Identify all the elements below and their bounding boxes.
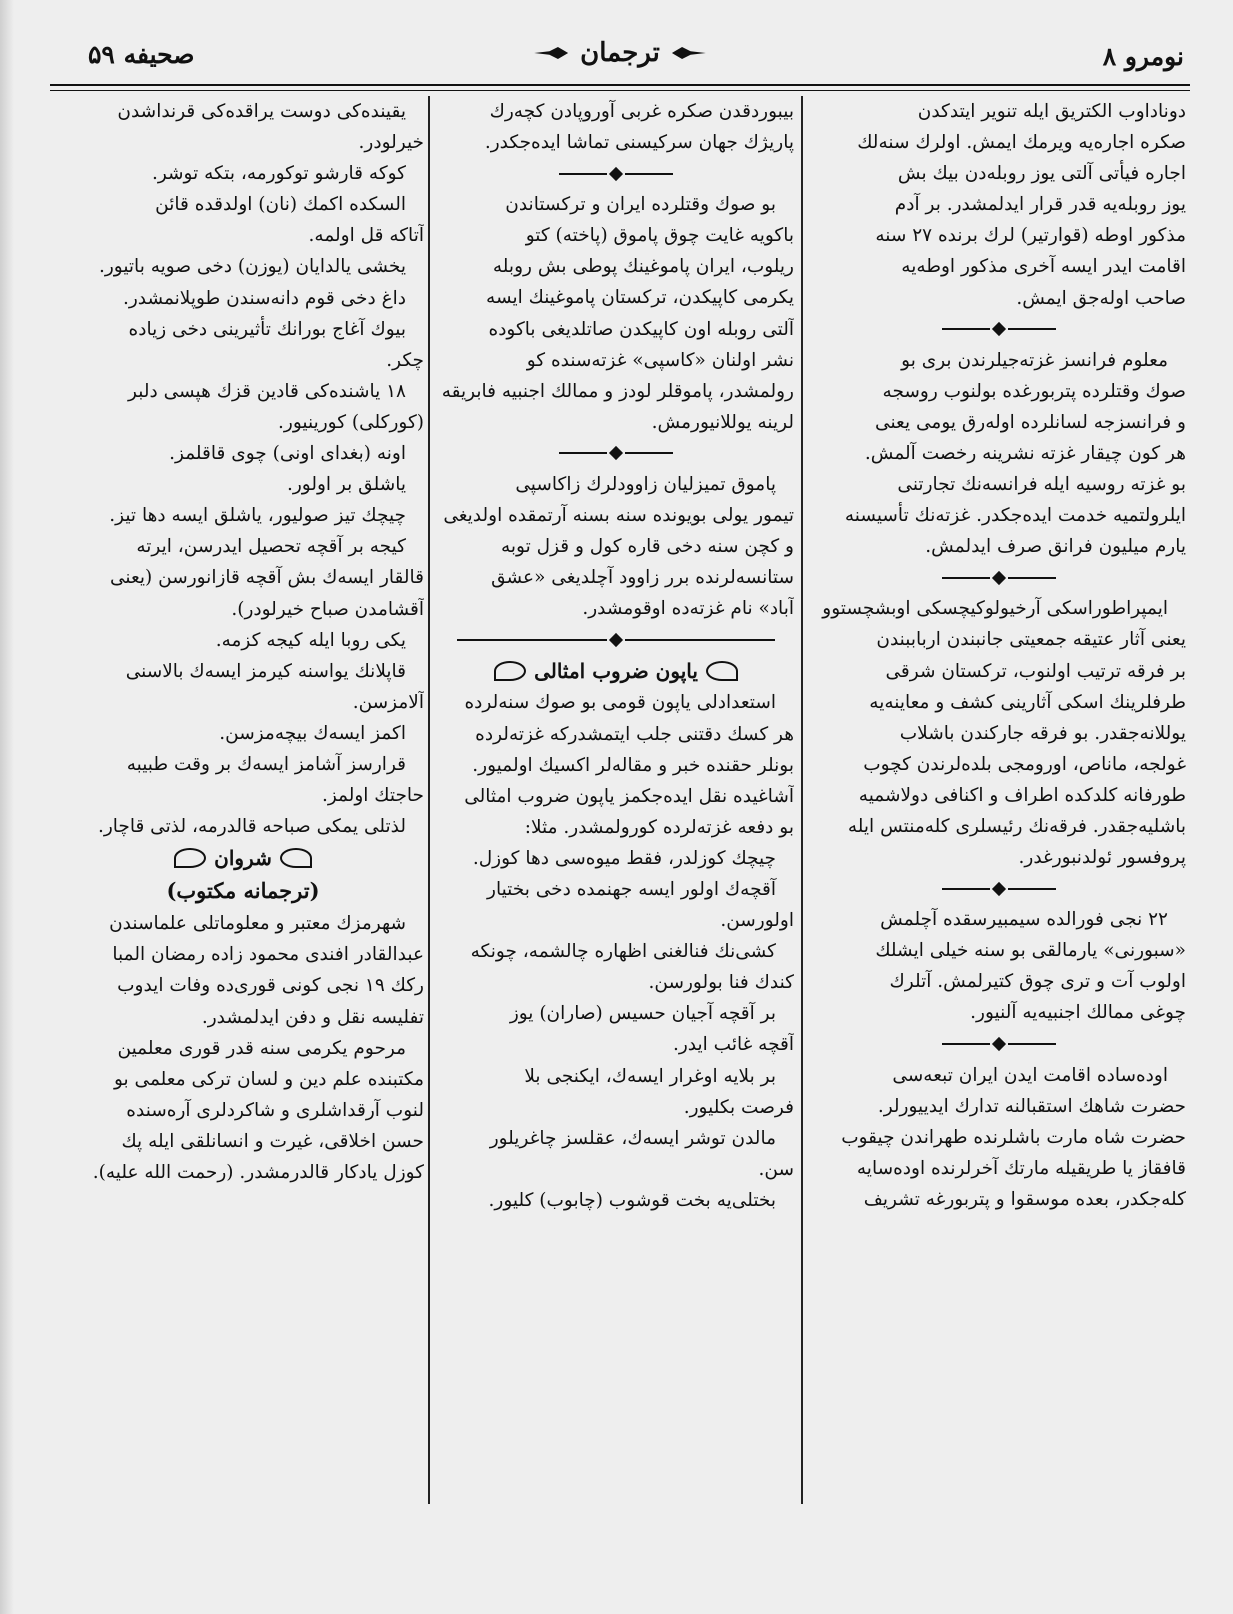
newspaper-title: ترجمان xyxy=(580,38,660,68)
text-line: ستانسه‌لرنده برر زاوود آچلدیغی «عشق xyxy=(491,567,794,589)
column-left xyxy=(62,96,424,1188)
text-line: طورفانه کلدکده اطراف و اکنافی دولاشمیه xyxy=(858,784,1186,806)
text-line: بر آقچه آجیان حسیس (صاران) یوز xyxy=(509,1003,776,1025)
flourish-left-icon xyxy=(174,848,206,868)
text-line: آقچه غائب ایدر. xyxy=(672,1034,794,1056)
text-line: کوزل یادکار قالدرمشدر. (رحمت الله علیه). xyxy=(92,1162,424,1183)
text-line: ایمپراطوراسکی آرخیولوکیچسکی اوبشچستوو xyxy=(822,598,1168,620)
text-line: پاموق تمیزلیان زاوودلرك زاکاسپی xyxy=(515,473,776,495)
text-line: ریلوب، ایران پاموغینك پوطی بش روبله xyxy=(492,256,794,278)
text-line: استعدادلی یاپون قومی بو صوك سنه‌لرده xyxy=(464,692,776,714)
flourish-left-icon xyxy=(494,661,526,681)
flourish-right-icon xyxy=(280,848,312,868)
page-number: صحیفه ۵۹ xyxy=(88,40,195,69)
text-line: اجاره فیأتی آلتی یوز روبله‌دن بیك بش xyxy=(897,163,1186,185)
text-line: لذتلی یمکی صباحه قالدرمه، لذتی قاچار. xyxy=(97,816,406,838)
header-rule xyxy=(50,84,1190,91)
page-header xyxy=(50,30,1190,90)
text-line: مالدن توشر ایسه‌ك، عقلسز چاغریلور xyxy=(489,1127,776,1149)
text-line: صاحب اوله‌جق ایمش. xyxy=(1016,287,1186,309)
text-line: کشی‌نك فنالغنی اظهاره چالشمه، چونکه xyxy=(470,941,776,963)
text-line: آباد» نام غزته‌ده اوقومشدر. xyxy=(582,598,794,620)
text-line: ۲۲ نجی فورالده سیمبیرسقده آچلمش xyxy=(880,909,1168,931)
text-line: بختلی‌یه بخت قوشوب (چابوب) کلیور. xyxy=(488,1189,776,1211)
text-line: بیبوردقدن صکره غربی آوروپادن کچه‌رك xyxy=(489,101,794,122)
text-line: یوللانه‌جقدر. بو فرقه جارکندن باشلاب xyxy=(899,722,1186,744)
text-line: مذکور اوطه (قوارتیر) لرك برنده ۲۷ سنه xyxy=(875,225,1186,247)
text-line: اولوب آت و تری چوق کتیرلمش. آتلرك xyxy=(889,971,1186,993)
text-line: دوناداوب الکتریق ایله تنویر ایتدکدن xyxy=(917,101,1186,122)
text-line: آشاغیده نقل ایده‌جکمز یاپون ضروب امثالی xyxy=(464,785,794,807)
text-line: تفلیسه نقل و دفن ایدلمشدر. xyxy=(201,1006,424,1028)
text-line: طرفلرینك اسکی آثارینی کشف و معاینه‌یه xyxy=(869,691,1186,713)
text-line: «سبورنی» یارمالقی بو سنه خیلی ایشلك xyxy=(875,940,1186,962)
section-separator xyxy=(812,873,1186,904)
text-line: بو دفعه غزته‌لرده کورولمشدر. مثلا: xyxy=(524,816,794,838)
text-line: صکره اجاره‌یه ویرمك ایمش. اولرك سنه‌لك xyxy=(857,132,1186,154)
proverbs-title: یاپون ضروب امثالی xyxy=(534,659,698,684)
text-line: بر فرقه ترتیب اولنوب، ترکستان شرقی xyxy=(885,660,1186,682)
text-line: رکك ۱۹ نجی کونی قوری‌ده وفات ایدوب xyxy=(117,975,424,997)
text-line: آقچه‌ك اولور ایسه جهنمده دخی بختیار xyxy=(487,878,776,900)
page-edge-shadow xyxy=(0,0,14,1614)
text-line: بو غزته روسیه ایله فرانسه‌نك تجارتنی xyxy=(897,474,1186,496)
text-line: قافقاز یا طریقیله مارتك آخرلرنده اوده‌سایه xyxy=(856,1157,1186,1179)
masthead-ornament-right-icon xyxy=(672,47,706,59)
text-line: باکویه غایت چوق پاموق (پاخته) کتو xyxy=(525,225,794,247)
text-line: یخشی یالدایان (یوزن) دخی صویه باتیور. xyxy=(98,256,406,278)
flourish-right-icon xyxy=(706,661,738,681)
column-divider-left xyxy=(428,96,430,1504)
text-line: نشر اولنان «کاسپی» غزته‌سنده کو xyxy=(526,349,794,371)
text-line: آلامزسن. xyxy=(352,691,424,713)
shirvan-heading xyxy=(62,842,424,874)
text-line: و کچن سنه دخی قاره کول و قزل توبه xyxy=(500,536,794,558)
text-line: صوك وقتلرده پتربورغده بولنوب روسجه xyxy=(882,380,1186,402)
text-line: یوز روبله‌یه قدر قرار ایدلمشدر. بر آدم xyxy=(894,194,1186,216)
text-line: کندك فنا بولورسن. xyxy=(648,972,794,994)
text-line: ایلرولتمیه خدمت ایده‌جکدر. غزته‌نك تأسیسنه xyxy=(844,505,1186,527)
text-line: پروفسور ئولدنبورغدر. xyxy=(1018,847,1186,869)
text-line: مکتبنده علم دین و لسان ترکی معلمی بو xyxy=(113,1068,424,1090)
column-divider-right xyxy=(801,96,803,1504)
text-line: چکر. xyxy=(386,349,424,371)
column-middle xyxy=(438,96,794,1216)
section-separator xyxy=(438,158,794,189)
text-line: کیجه بر آقچه تحصیل ایدرسن، ایرته xyxy=(136,536,406,558)
text-line: چیچك تیز صولیور، یاشلق ایسه دها تیز. xyxy=(109,505,406,527)
text-line: یکی روبا ایله کیجه کزمه. xyxy=(215,629,406,651)
text-line: یقینده‌کی دوست یراقده‌کی قرنداشدن xyxy=(117,101,406,122)
text-line: حسن اخلاقی، غیرت و انسانلقی ایله پك xyxy=(121,1130,424,1152)
shirvan-title: شروان xyxy=(214,846,272,871)
proverbs-heading xyxy=(438,655,794,687)
text-line: قاپلانك یواسنه کیرمز ایسه‌ك بالاسنی xyxy=(125,660,406,682)
masthead xyxy=(534,38,706,68)
text-line: هر کون چیقار غزته نشرینه رخصت آلمش. xyxy=(864,442,1186,464)
letter-title: (ترجمانه مکتوب) xyxy=(166,878,320,904)
text-line: یکرمی کاپیکدن، ترکستان پاموغینك ایسه xyxy=(486,287,794,309)
section-separator xyxy=(812,314,1186,345)
text-line: فرصت بکلیور. xyxy=(683,1096,794,1118)
text-line: داغ دخی قوم دانه‌سندن طوپلانمشدر. xyxy=(122,287,406,309)
text-line: اونه (بغدای اونی) چوی قاقلمز. xyxy=(169,443,406,465)
text-line: رولمشدر، پاموقلر لودز و ممالك اجنبیه فابریقه xyxy=(441,380,794,402)
text-line: عبدالقادر افندی محمود زاده رمضان المبا xyxy=(112,944,424,966)
text-line: اکمز ایسه‌ك بیچه‌مزسن. xyxy=(219,722,406,744)
text-line: هر کسك دقتنی جلب ایتمشدرکه غزته‌لرده xyxy=(475,723,794,745)
text-line: اولورسن. xyxy=(720,910,794,932)
text-line: آتاکه قل اولمه. xyxy=(308,225,424,247)
text-line: مرحوم یکرمی سنه قدر قوری معلمین xyxy=(117,1037,406,1059)
section-separator xyxy=(812,1029,1186,1060)
issue-number: نومرو ۸ xyxy=(1102,42,1184,71)
text-line: اقامت ایدر ایسه آخری مذکور اوطه‌یه xyxy=(901,256,1186,278)
text-line: لنوب آرقداشلری و شاکردلری آره‌سنده xyxy=(126,1099,424,1121)
text-line: سن. xyxy=(758,1158,794,1180)
text-line: معلوم فرانسز غزته‌جیلرندن بری بو xyxy=(901,349,1168,371)
text-line: شهرمزك معتبر و معلوماتلی علماسندن xyxy=(109,913,406,935)
text-line: غولجه، ماناص، اورومجی بلده‌لرندن کچوب xyxy=(863,753,1186,775)
masthead-ornament-left-icon xyxy=(534,47,568,59)
text-line: ۱۸ یاشنده‌کی قادین قزك هپسی دلبر xyxy=(128,380,406,402)
text-line: بیوك آغاج بورانك تأثیرینی دخی زیاده xyxy=(128,318,406,340)
text-line: اوده‌ساده اقامت ایدن ایران تبعه‌سی xyxy=(892,1064,1168,1086)
text-line: یارم میلیون فرانق صرف ایدلمش. xyxy=(925,536,1186,558)
section-separator xyxy=(438,438,794,469)
text-line: یعنی آثار عتیقه جمعیتی جانبندن ارباببندن xyxy=(876,629,1186,651)
text-line: پاریژك جهان سرکیسنی تماشا ایده‌جکدر. xyxy=(484,132,794,154)
text-line: و فرانسزجه لسانلرده اوله‌رق یومی یعنی xyxy=(875,411,1186,433)
text-line: آقشامدن صباح خیرلودر). xyxy=(231,598,424,620)
text-line: کله‌جکدر، بعده موسقوا و پتربورغه تشریف xyxy=(863,1188,1186,1210)
text-line: قرارسز آشامز ایسه‌ك بر وقت طبیبه xyxy=(126,753,406,775)
text-line: حضرت شاهك استقبالنه تدارك ایدییورلر. xyxy=(877,1095,1186,1117)
text-line: (کورکلی) کورینیور. xyxy=(278,411,424,433)
text-line: تیمور یولی بویونده سنه بسنه آرتمقده اولدیغی xyxy=(443,505,794,527)
text-line: چیچك کوزلدر، فقط میوه‌سی دها کوزل. xyxy=(472,847,776,869)
text-line: کوکه قارشو توکورمه، بتکه توشر. xyxy=(151,163,406,185)
text-line: بر بلایه اوغرار ایسه‌ك، ایکنجی بلا xyxy=(524,1065,776,1087)
text-line: قالقار ایسه‌ك بش آقچه قازانورسن (یعنی xyxy=(109,567,424,589)
text-line: آلتی روبله اون کاپیکدن صاتلدیغی باکوده xyxy=(488,318,794,340)
text-line: خیرلودر. xyxy=(358,132,424,154)
text-line: باشلیه‌جقدر. فرقه‌نك رئیسلری کله‌منتس ایله xyxy=(847,815,1186,837)
text-line: لرینه یوللانیورمش. xyxy=(651,411,794,433)
text-line: چوغی ممالك اجنبیه‌یه آلنیور. xyxy=(970,1002,1186,1024)
text-line: بونلر حقنده خبر و مقاله‌لر اکسیك اولمیور. xyxy=(472,754,794,776)
text-line: السکده اکمك (نان) اولدقده قائن xyxy=(155,194,406,216)
column-right xyxy=(812,96,1186,1215)
text-line: حضرت شاه مارت باشلرنده طهراندن چیقوب xyxy=(841,1126,1186,1148)
text-line: بو صوك وقتلرده ایران و ترکستاندن xyxy=(505,194,776,216)
text-line: یاشلق بر اولور. xyxy=(286,474,406,496)
section-separator-wide xyxy=(438,624,794,655)
section-separator xyxy=(812,562,1186,593)
text-line: حاجتك اولمز. xyxy=(321,785,424,807)
